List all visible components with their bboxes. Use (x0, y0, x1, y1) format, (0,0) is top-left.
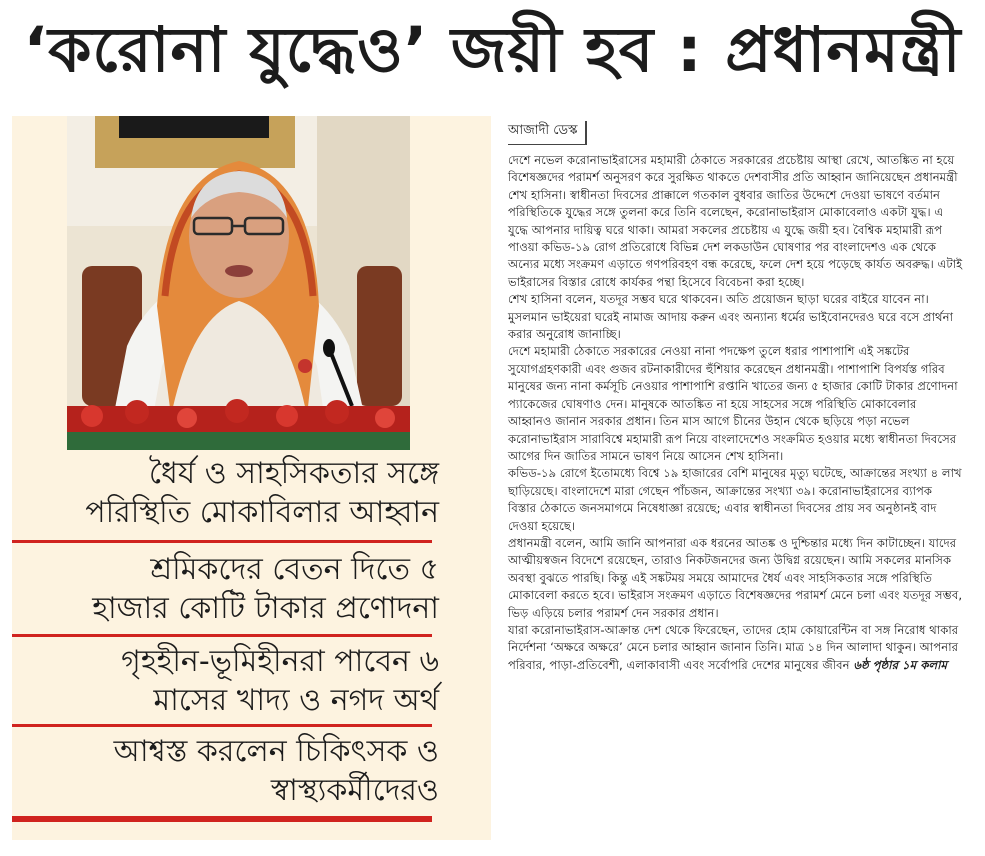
article-paragraph: দেশে মহামারী ঠেকাতে সরকারের নেওয়া নানা পদক্ষেপ তুলে ধরার পাশাপাশি এই সঙ্কটের সুযোগগ্রহণকারী এবং গুজব রটনাকারীদের হুঁশিয়ার করেছেন প্রধানমন্ত্রী। পাশাপাশি বিপর্যস্ত গরিব মানুষের জন্য নানা কর্মসূচি নেওয়ার পাশাপাশি রপ্তানি খাতের জন্য ৫ হাজার কোটি টাকার প্রণোদনা প্যাকেজের ঘোষণাও দেন। মানুষকে আতঙ্কিত না হয়ে সাহসের সঙ্গে পরিস্থিতি মোকাবেলার আহ্বানও জানান সরকার প্রধান। তিন মাস আগে চীনের উহান থেকে ছড়িয়ে পড়া নভেল করোনাভাইরাস সারাবিশ্বে মহামারী রূপ নিয়ে বাংলাদেশেও সংক্রমিত হওয়ার মধ্যে স্বাধীনতা দিবসের আগের দিন জাতির সামনে ভাষণ নিয়ে আসেন শেখ হাসিনা। (508, 344, 958, 463)
headline: ‘করোনা যুদ্ধেও’ জয়ী হব : প্রধানমন্ত্রী (23, 13, 962, 86)
highlight-2 (0, 550, 491, 628)
photo-illustration (67, 116, 410, 450)
highlight-4-line-1: আশ্বস্ত করলেন চিকিৎসক ও (113, 734, 439, 769)
highlight-2-line-2: হাজার কোটি টাকার প্রণোদনা (92, 591, 439, 626)
photo-prime-minister (67, 116, 410, 450)
highlight-3-line-1: গৃহহীন-ভূমিহীনরা পাবেন ৬ (121, 644, 439, 679)
highlight-2-line-1: শ্রমিকদের বেতন দিতে ৫ (150, 552, 439, 587)
highlight-3 (0, 642, 491, 720)
highlight-4 (0, 732, 491, 810)
article-paragraph: প্রধানমন্ত্রী বলেন, আমি জানি আপনারা এক ধরনের আতঙ্ক ও দুশ্চিন্তার মধ্যে দিন কাটাচ্ছেন। যাদের আত্মীয়স্বজন বিদেশে রয়েছেন, তারাও নিকটজনদের জন্য উদ্বিগ্ন রয়েছেন। আমি সকলের মানসিক অবস্থা বুঝতে পারছি। কিন্তু এই সঙ্কটময় সময়ে আমাদের ধৈর্য এবং সাহসিকতার সঙ্গে পরিস্থিতি মোকাবেলা করতে হবে। ভাইরাস সংক্রমণ এড়াতে বিশেষজ্ঞদের পরামর্শ মেনে চলা এবং যতদূর সম্ভব, ভিড় এড়িয়ে চলার পরামর্শ দেন সরকার প্রধান। (508, 535, 963, 620)
highlight-1-line-1: ধৈর্য ও সাহসিকতার সঙ্গে (148, 456, 439, 491)
highlight-divider (12, 816, 432, 822)
article-paragraph-text: যারা করোনাভাইরাস-আক্রান্ত দেশ থেকে ফিরেছেন, তাদের হোম কোয়ারেন্টিন বা সঙ্গ নিরোধ থাকার নির্দেশনা ‘অক্ষরে অক্ষরে’ মেনে চলার আহ্বান জানান তিনি। মাত্র ১৪ দিন আলাদা থাকুন। আপনার পরিবার, পাড়া-প্রতিবেশী, এলাকাবাসী এবং সর্বোপরি দেশের মানুষের জীবন (508, 622, 959, 672)
highlight-3-line-2: মাসের খাদ্য ও নগদ অর্থ (153, 683, 439, 718)
byline: আজাদী ডেস্ক (508, 121, 587, 145)
highlight-divider (12, 634, 432, 637)
highlight-1 (0, 454, 491, 532)
article-paragraph: দেশে নভেল করোনাভাইরাসের মহামারী ঠেকাতে সরকারের প্রচেষ্টায় আস্থা রেখে, আতঙ্কিত না হয়ে বিশেষজ্ঞদের পরামর্শ অনুসরণ করে সুরক্ষিত থাকতে দেশবাসীর প্রতি আহ্বান জানিয়েছেন প্রধানমন্ত্রী শেখ হাসিনা। স্বাধীনতা দিবসের প্রাক্কালে গতকাল বুধবার জাতির উদ্দেশে দেওয়া ভাষণে বর্তমান পরিস্থিতিকে যুদ্ধের সঙ্গে তুলনা করে তিনি বলেছেন, করোনাভাইরাস মোকাবেলাও একটা যুদ্ধ। এ যুদ্ধে আপনার দায়িত্ব ঘরে থাকা। আমরা সকলের প্রচেষ্টায় এ যুদ্ধে জয়ী হব। বৈশ্বিক মহামারী রূপ পাওয়া কভিড-১৯ রোগ প্রতিরোধে বিভিন্ন দেশ লকডাউন ঘোষণার পর বাংলাদেশও এক থেকে অন্যের মধ্যে সংক্রমণ এড়াতে গণপরিবহণ বন্ধ করেছে, ফলে দেশ হয়ে পড়েছে কার্যত অবরুদ্ধ। এটাই ভাইরাসের বিস্তার রোধে কার্যকর পন্থা হিসেবে বিবেচনা করা হচ্ছে। (508, 153, 963, 289)
article-body (508, 152, 963, 674)
highlight-4-line-2: স্বাস্থ্যকর্মীদেরও (270, 773, 439, 808)
highlight-divider (12, 724, 432, 727)
article-paragraph (508, 622, 963, 674)
highlight-divider (12, 540, 432, 543)
continued-on-link[interactable]: ৬ষ্ঠ পৃষ্ঠার ১ম কলাম (853, 657, 947, 672)
article-paragraph: শেখ হাসিনা বলেন, যতদূর সম্ভব ঘরে থাকবেন। অতি প্রয়োজন ছাড়া ঘরের বাইরে যাবেন না। মুসলমান ভাইয়েরা ঘরেই নামাজ আদায় করুন এবং অন্যান্য ধর্মের ভাইবোনদেরও ঘরে বসে প্রার্থনা করার অনুরোধ জানাচ্ছি। (508, 292, 953, 342)
article-paragraph: কভিড-১৯ রোগে ইতোমধ্যে বিশ্বে ১৯ হাজারের বেশি মানুষের মৃত্যু ঘটেছে, আক্রান্তের সংখ্যা ৪ লাখ ছাড়িয়েছে। বাংলাদেশে মারা গেছেন পাঁচজন, আক্রান্তের সংখ্যা ৩৯। করোনাভাইরাসের ব্যাপক বিস্তার ঠেকাতে জনসমাগমে নিষেধাজ্ঞা রয়েছে; এবার স্বাধীনতা দিবসের প্রায় সব অনুষ্ঠানই বাদ দেওয়া হয়েছে। (508, 466, 962, 533)
highlight-1-line-2: পরিস্থিতি মোকাবিলার আহ্বান (85, 495, 439, 530)
